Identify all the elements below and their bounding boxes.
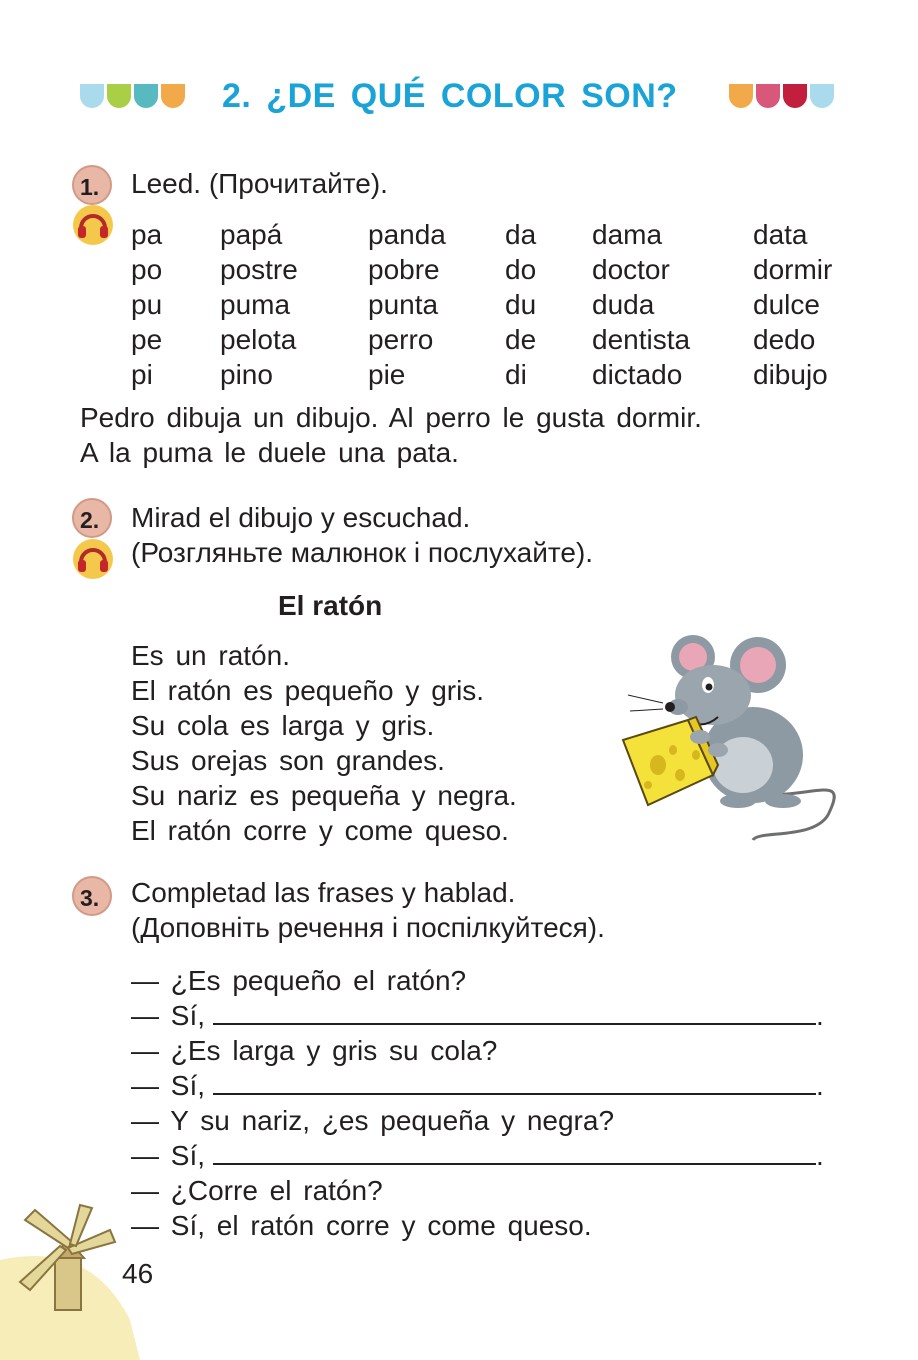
period: . (816, 1140, 824, 1171)
story-line: Es un ratón. (131, 640, 290, 671)
reading-word: perro (368, 324, 434, 355)
dialog-text: — Y su nariz, ¿es pequeña y negra? (131, 1105, 615, 1136)
reading-word: puma (220, 289, 291, 320)
reading-word: doctor (592, 254, 670, 285)
exercise3-instruction-translation: (Доповніть речення і поспілкуйтеся). (131, 912, 605, 943)
exercise-number: 2. (80, 507, 100, 533)
reading-sentence: Pedro dibuja un dibujo. Al perro le gusta dormir. (80, 402, 702, 433)
reading-word: dibujo (753, 359, 828, 390)
story-title: El ratón (278, 590, 383, 621)
cup-icon (756, 84, 780, 108)
syllable-word: po (131, 254, 163, 285)
period: . (816, 1000, 824, 1031)
exercise-number-badge (72, 165, 112, 205)
reading-word: pobre (368, 254, 440, 285)
story-line: Su nariz es pequeña y negra. (131, 780, 517, 811)
cup-icon (729, 84, 753, 108)
syllable-word: da (505, 219, 537, 250)
reading-word: pie (368, 359, 406, 390)
story-line: El ratón es pequeño y gris. (131, 675, 485, 706)
story-line: El ratón corre y come queso. (131, 815, 509, 846)
dialog-line (131, 1033, 824, 1068)
dialog-line (131, 998, 824, 1033)
story-text (131, 638, 517, 848)
dialog-line (131, 1103, 824, 1138)
reading-word: dormir (753, 254, 833, 285)
reading-word: dictado (592, 359, 683, 390)
syllable-word: pu (131, 289, 163, 320)
word-column (220, 217, 298, 392)
syllable-word: de (505, 324, 537, 355)
word-column (753, 217, 832, 392)
syllable-word: do (505, 254, 537, 285)
syllable-word: du (505, 289, 537, 320)
cup-icon (80, 84, 104, 108)
dialog-line (131, 963, 824, 998)
cup-icon (107, 84, 131, 108)
reading-sentence: A la puma le duele una pata. (80, 437, 459, 468)
exercise-number-badge (72, 498, 112, 538)
dialog-text: — Sí, (131, 1000, 206, 1031)
story-line: Sus orejas son grandes. (131, 745, 445, 776)
dialog-line (131, 1068, 824, 1103)
reading-word: dulce (753, 289, 820, 320)
dialog-text: — Sí, (131, 1070, 206, 1101)
cup-icon (783, 84, 807, 108)
dialog-line (131, 1173, 824, 1208)
exercise-number-badge (72, 876, 112, 916)
page-title: 2. ¿DE QUÉ COLOR SON? (222, 77, 678, 115)
cup-icon (134, 84, 158, 108)
exercise2-instruction-translation: (Розгляньте малюнок і послухайте). (131, 537, 594, 568)
syllable-column (131, 217, 162, 392)
dialog-text: — Sí, el ratón corre y come queso. (131, 1210, 592, 1241)
headphones-icon[interactable] (72, 538, 114, 580)
header-decoration-right (729, 84, 834, 108)
dialog-text: — Sí, (131, 1140, 206, 1171)
dialog-text: — ¿Es pequeño el ratón? (131, 965, 467, 996)
exercise2-instruction: Mirad el dibujo y escuchad. (131, 502, 471, 533)
reading-word: pelota (220, 324, 297, 355)
reading-word: pino (220, 359, 273, 390)
dialog (131, 963, 824, 1243)
syllable-word: pe (131, 324, 163, 355)
reading-word: panda (368, 219, 446, 250)
dialog-text: — ¿Es larga y gris su cola? (131, 1035, 498, 1066)
cup-icon (810, 84, 834, 108)
answer-blank[interactable] (213, 1141, 816, 1165)
syllable-word: pa (131, 219, 163, 250)
period: . (816, 1070, 824, 1101)
answer-blank[interactable] (213, 1071, 816, 1095)
dialog-text: — ¿Corre el ratón? (131, 1175, 383, 1206)
reading-word: duda (592, 289, 655, 320)
exercise-number: 1. (80, 174, 100, 200)
story-line: Su cola es larga y gris. (131, 710, 435, 741)
reading-word: dentista (592, 324, 691, 355)
word-column (592, 217, 690, 392)
syllable-word: pi (131, 359, 153, 390)
exercise-number: 3. (80, 885, 100, 911)
header-decoration-left (80, 84, 185, 108)
reading-word: dama (592, 219, 663, 250)
dialog-line (131, 1138, 824, 1173)
reading-word: postre (220, 254, 298, 285)
exercise1-instruction: Leed. (Прочитайте). (131, 168, 388, 199)
exercise3-instruction: Completad las frases y hablad. (131, 877, 516, 908)
mouse-with-cheese-illustration (618, 625, 848, 850)
windmill-icon (0, 1200, 140, 1360)
dialog-line (131, 1208, 824, 1243)
syllable-word: di (505, 359, 527, 390)
reading-word: data (753, 219, 808, 250)
reading-word: punta (368, 289, 439, 320)
page-number: 46 (122, 1258, 154, 1289)
cup-icon (161, 84, 185, 108)
answer-blank[interactable] (213, 1001, 816, 1025)
syllable-column (505, 217, 536, 392)
reading-word: papá (220, 219, 283, 250)
reading-word: dedo (753, 324, 816, 355)
headphones-icon[interactable] (72, 204, 114, 246)
word-column (368, 217, 446, 392)
